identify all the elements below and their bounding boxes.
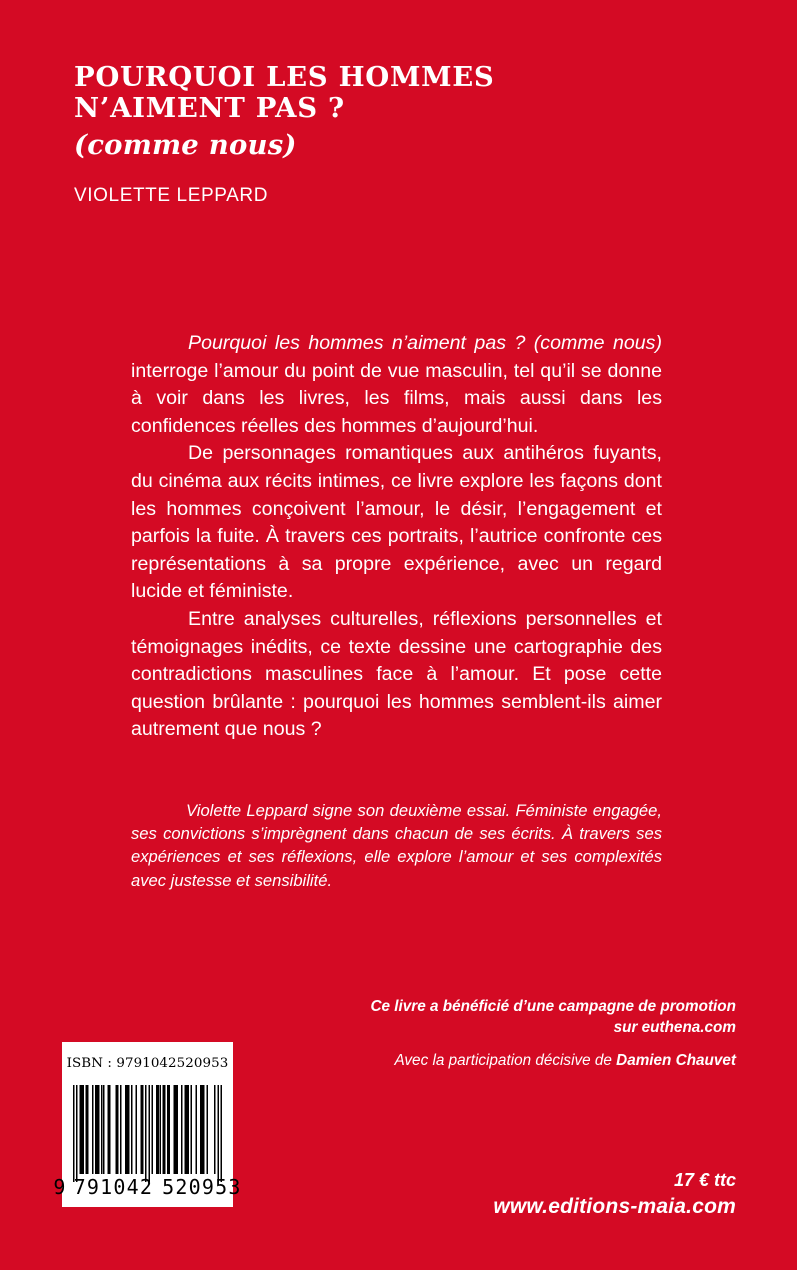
blurb-paragraph-1 — [131, 330, 662, 440]
title-line-1: POURQUOI LES HOMMES — [74, 61, 495, 93]
title-line-2: N’AIMENT PAS ? — [74, 92, 345, 124]
barcode-digits-right-group: 520953 — [162, 1175, 242, 1199]
blurb-paragraph-1-rest: interroge l’amour du point de vue masculin, tel qu’il se donne à voir dans les livres, les films, mais aussi dans les confidences réelles des hommes d’aujourd’hui. — [131, 359, 662, 437]
promotion-credit — [216, 1051, 736, 1072]
barcode-digit-first: 9 — [53, 1175, 67, 1199]
barcode-digits-left-group: 791042 — [73, 1175, 154, 1199]
title-block — [74, 62, 694, 163]
author-bio — [131, 799, 662, 892]
promotion-block — [216, 997, 736, 1072]
promotion-credit-prefix: Avec la participation décisive de — [394, 1052, 617, 1069]
author-name: VIOLETTE LEPPARD — [74, 185, 269, 206]
barcode-icon — [73, 1085, 222, 1182]
promotion-campaign-line-1: Ce livre a bénéficié d’une campagne de promotion — [370, 998, 736, 1015]
publisher-website: www.editions-maia.com — [493, 1195, 736, 1218]
promotion-campaign — [216, 997, 736, 1038]
price-value: 17 € ttc — [673, 1170, 736, 1190]
promotion-campaign-line-2: sur euthena.com — [613, 1018, 736, 1036]
barcode-panel — [53, 1042, 242, 1207]
price-and-site-block — [316, 1168, 736, 1221]
barcode-digits — [53, 1175, 242, 1199]
isbn-label: ISBN : 9791042520953 — [66, 1056, 229, 1071]
promotion-credit-name: Damien Chauvet — [616, 1052, 736, 1069]
blurb-lead-title: Pourquoi les hommes n’aiment pas ? (comme nous) — [188, 332, 662, 354]
subtitle: (comme nous) — [74, 129, 297, 161]
author-bio-text: Violette Leppard signe son deuxième essai. Féministe engagée, ses convictions s’imprègnent dans chacun de ses écrits. À travers ses expériences et ses réflexions, elle explore l’amour et ses complexités avec justesse et sensibilité. — [131, 801, 662, 890]
blurb-paragraph-2: De personnages romantiques aux antihéros fuyants, du cinéma aux récits intimes, ce livre explore les façons dont les hommes conçoivent l’amour, le désir, l’engagement et parfois la fuite. À travers ces portraits, l’autrice confronte ces représentations à sa propre expérience, avec un regard lucide et féministe. — [131, 442, 662, 603]
blurb-text — [131, 330, 662, 744]
blurb-paragraph-3: Entre analyses culturelles, réflexions personnelles et témoignages inédits, ce texte dessine une cartographie des contradictions masculines face à l’amour. Et pose cette question brûlante : pourquoi les hommes semblent-ils aimer autrement que nous ? — [131, 607, 662, 741]
